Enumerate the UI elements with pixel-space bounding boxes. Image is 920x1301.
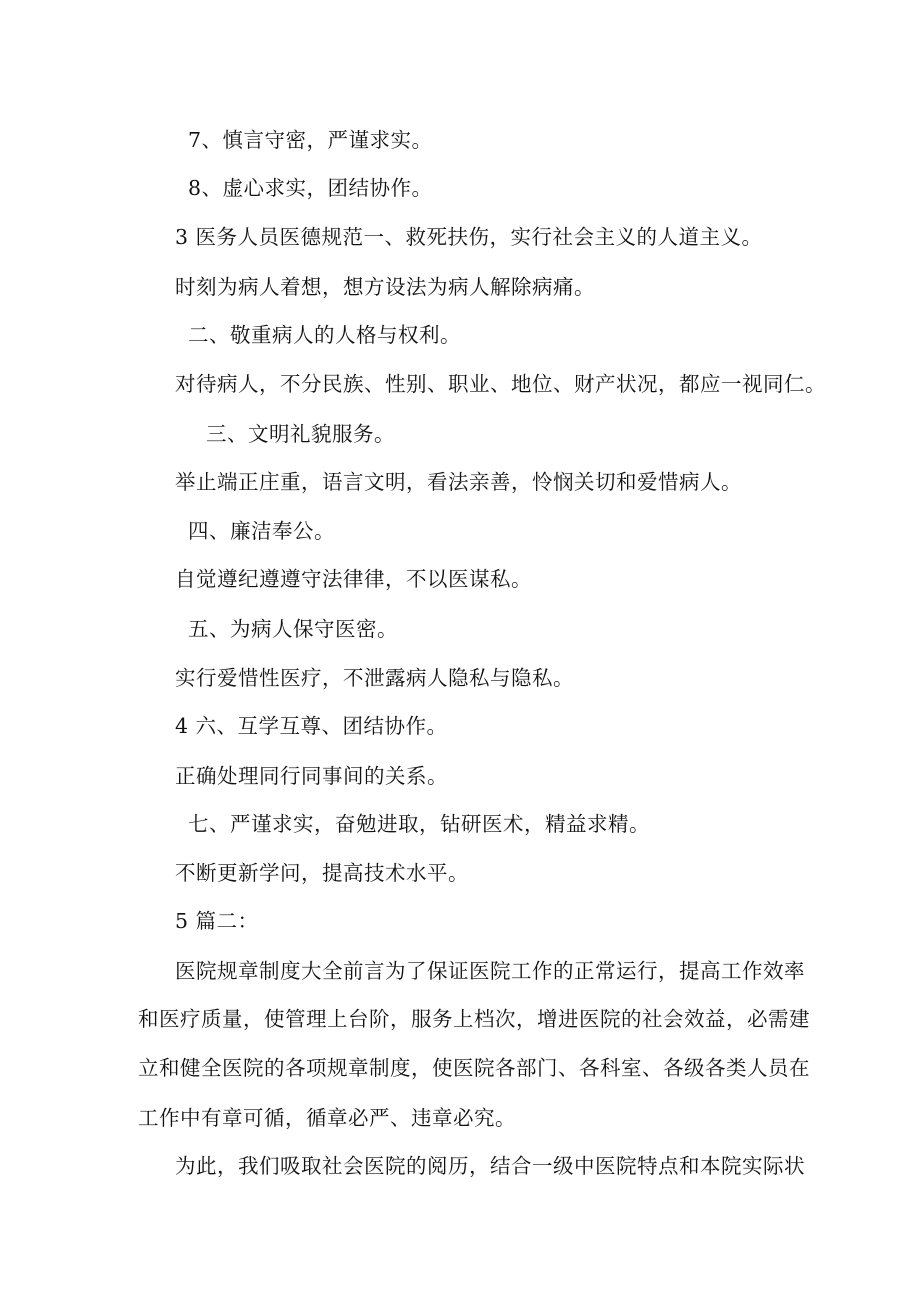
text-line: 时刻为病人着想，想方设法为病人解除病痛。 xyxy=(175,275,595,299)
text-line: 四、廉洁奉公。 xyxy=(188,519,335,543)
text-line: 不断更新学问，提高技术水平。 xyxy=(175,861,469,885)
text-line: 正确处理同行同事间的关系。 xyxy=(175,764,448,788)
text-line: 对待病人，不分民族、性别、职业、地位、财产状况，都应一视同仁。 xyxy=(175,372,826,396)
text-line: 三、文明礼貌服务。 xyxy=(206,422,395,446)
paragraph-line: 为此，我们吸取社会医院的阅历，结合一级中医院特点和本院实际状 xyxy=(175,1154,805,1178)
text-line: 自觉遵纪遵遵守法律律，不以医谋私。 xyxy=(175,567,532,591)
text-line: 3 医务人员医德规范一、救死扶伤，实行社会主义的人道主义。 xyxy=(175,225,763,249)
paragraph-line: 立和健全医院的各项规章制度，使医院各部门、各科室、各级各类人员在 xyxy=(138,1056,810,1080)
text-line: 5 篇二： xyxy=(175,909,259,933)
paragraph-line: 工作中有章可循，循章必严、违章必究。 xyxy=(138,1106,516,1130)
text-line: 7、慎言守密，严谨求实。 xyxy=(188,128,433,152)
text-line: 举止端正庄重，语言文明，看法亲善，怜悯关切和爱惜病人。 xyxy=(175,470,742,494)
text-line: 七、严谨求实，奋勉进取，钻研医术，精益求精。 xyxy=(188,812,650,836)
text-line: 8、虚心求实，团结协作。 xyxy=(188,176,433,200)
paragraph-line: 医院规章制度大全前言为了保证医院工作的正常运行，提高工作效率 xyxy=(175,959,805,983)
text-line: 4 六、互学互尊、团结协作。 xyxy=(175,714,448,738)
paragraph-line: 和医疗质量，使管理上台阶，服务上档次，增进医院的社会效益，必需建 xyxy=(138,1007,810,1031)
text-line: 二、敬重病人的人格与权利。 xyxy=(188,323,461,347)
text-line: 五、为病人保守医密。 xyxy=(188,617,398,641)
text-line: 实行爱惜性医疗，不泄露病人隐私与隐私。 xyxy=(175,666,574,690)
